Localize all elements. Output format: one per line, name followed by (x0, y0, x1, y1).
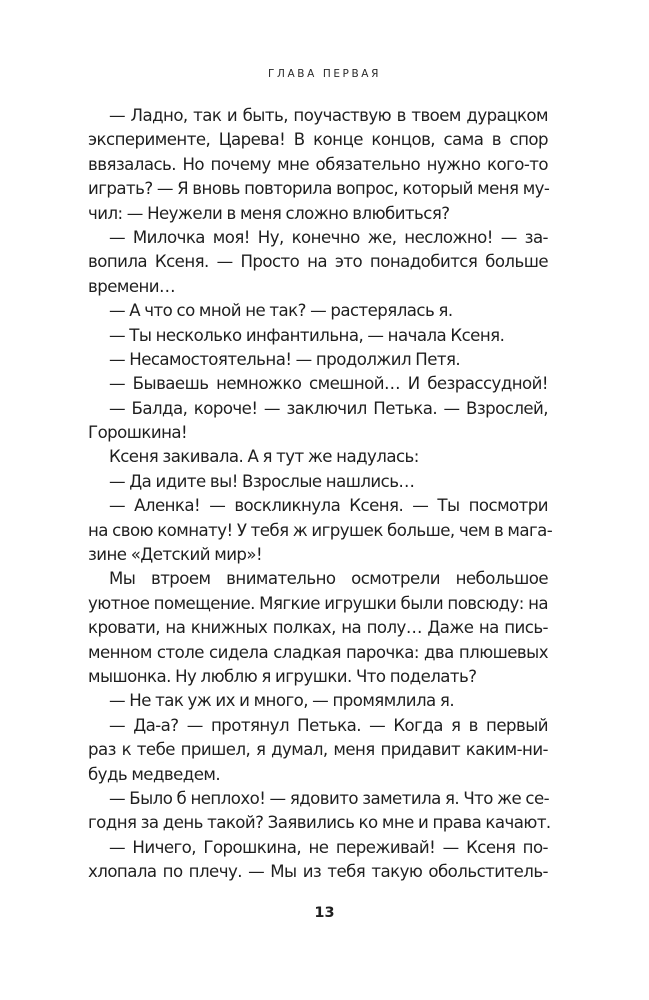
text-line: Мы втроем внимательно осмотрели небольшое (109, 569, 548, 589)
text-line: мышонка. Ну люблю я игрушки. Что поделать? (88, 666, 477, 686)
text-line: ввязалась. Но почему мне обязательно нужно кого-то (88, 154, 548, 174)
text-line: годня за день такой? Заявились ко мне и права качают. (88, 813, 551, 833)
text-line: играть? — Я вновь повторила вопрос, который меня му- (88, 179, 550, 199)
text-line: — Аленка! — воскликнула Ксеня. — Ты посмотри (109, 496, 548, 516)
text-line: — Было б неплохо! — ядовито заметила я. Что же се- (109, 788, 550, 808)
text-line: кровати, на книжных полках, на полу… Даже на пись- (88, 618, 548, 638)
text-line: чил: — Неужели в меня сложно влюбиться? (88, 203, 450, 223)
text-line: — Да-а? — протянул Петька. — Когда я в первый (109, 715, 548, 735)
text-line: — Балда, короче! — заключил Петька. — Взрослей, (109, 398, 548, 418)
text-line: уютное помещение. Мягкие игрушки были повсюду: на (88, 593, 548, 613)
text-line: времени… (88, 276, 176, 296)
body-text (88, 104, 553, 885)
text-line: хлопала по плечу. — Мы из тебя такую обольститель- (88, 862, 548, 882)
text-line: зине «Детский мир»! (88, 545, 263, 565)
text-line: — Не так уж их и много, — промямлила я. (109, 691, 455, 711)
text-line: Горошкина! (88, 423, 188, 443)
page-number: 13 (314, 905, 335, 921)
text-line: — Ты несколько инфантильна, — начала Ксеня. (109, 325, 505, 345)
text-line: вопила Ксеня. — Просто на это понадобится больше (88, 252, 548, 272)
text-line: Ксеня закивала. А я тут же надулась: (109, 447, 419, 467)
running-head: ГЛАВА ПЕРВАЯ (268, 68, 381, 80)
text-line: — Бываешь немножко смешной… И безрассудной! (109, 374, 548, 394)
text-line: менном столе сидела сладкая парочка: два плюшевых (88, 642, 548, 662)
text-line: эксперименте, Царева! В конце концов, сама в спор (88, 130, 548, 150)
text-line: — Ладно, так и быть, поучаствую в твоем дурацком (109, 106, 548, 125)
text-line: — Ничего, Горошкина, не переживай! — Ксеня по- (109, 837, 548, 857)
text-line: на свою комнату! У тебя ж игрушек больше, чем в мага- (88, 520, 553, 540)
text-line: — Милочка моя! Ну, конечно же, несложно! — за- (109, 227, 548, 247)
text-line: — Несамостоятельна! — продолжил Петя. (109, 349, 461, 369)
text-line: будь медведем. (88, 764, 221, 784)
text-line: — Да идите вы! Взрослые нашлись… (109, 471, 415, 491)
text-line: раз к тебе пришел, я думал, меня придавит каким-ни- (88, 740, 548, 760)
text-line: — А что со мной не так? — растерялась я. (109, 301, 453, 321)
